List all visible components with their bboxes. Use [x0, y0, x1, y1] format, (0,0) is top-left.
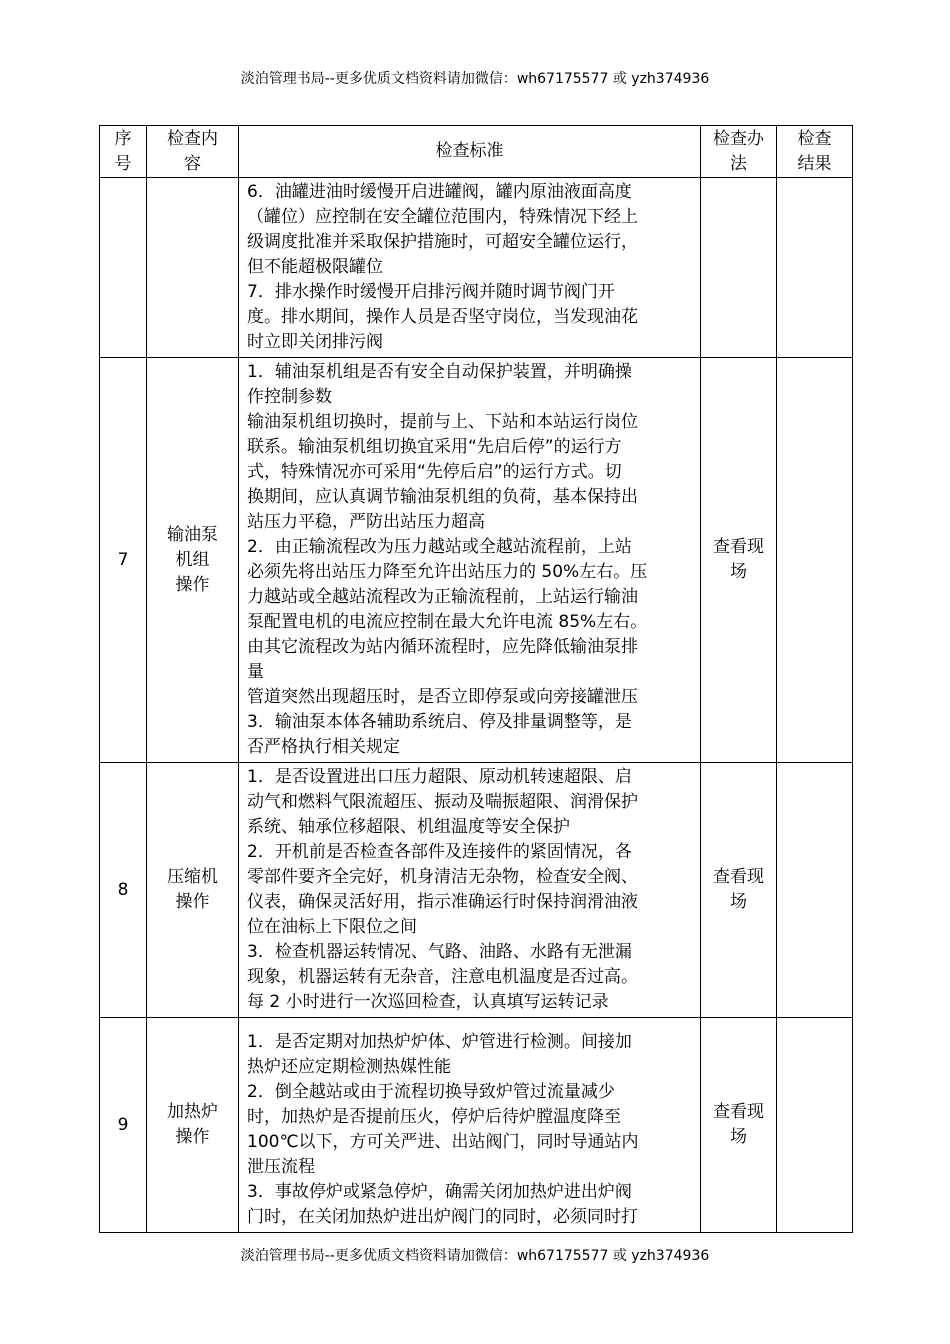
cell-standard: 1．是否设置进出口压力超限、原动机转速超限、启 动气和燃料气限流超压、振动及喘振超限、润滑保护 系统、轴承位移超限、机组温度等安全保护 2．开机前是否检查各部件及连接件的紧固情况，各 零部件要齐全完好，机身清洁无杂物，检查安全阀、 仪表，确保灵活好用，指示准确运行时保持润滑油液 位在油标上下限位之间 3．检查机器运转情况、气路、油路、水路有无泄漏 现象，机器运转有无杂音，注意电机温度是否过高。 每 2 小时进行一次巡回检查，认真填写运转记录 — [239, 763, 701, 1018]
header-content: 检查内 容 — [147, 126, 239, 178]
header-no: 序 号 — [100, 126, 147, 178]
cell-no — [100, 178, 147, 358]
cell-content: 压缩机 操作 — [147, 763, 239, 1018]
cell-no: 9 — [100, 1018, 147, 1233]
table-row — [100, 358, 853, 763]
table-header-row — [100, 126, 853, 178]
cell-method — [701, 178, 777, 358]
header-result: 检查 结果 — [777, 126, 853, 178]
cell-method: 查看现 场 — [701, 358, 777, 763]
cell-standard: 1．是否定期对加热炉炉体、炉管进行检测。间接加 热炉还应定期检测热媒性能 2．倒全越站或由于流程切换导致炉管过流量减少 时，加热炉是否提前压火，停炉后待炉膛温度降至 100℃以下，方可关严进、出站阀门，同时导通站内 泄压流程 3．事故停炉或紧急停炉，确需关闭加热炉进出炉阀 门时，在关闭加热炉进出炉阀门的同时，必须同时打 — [239, 1018, 701, 1233]
inspection-table — [99, 125, 853, 1233]
cell-method: 查看现 场 — [701, 763, 777, 1018]
header-method: 检查办 法 — [701, 126, 777, 178]
cell-standard: 1．辅油泵机组是否有安全自动保护装置，并明确操 作控制参数 输油泵机组切换时，提前与上、下站和本站运行岗位 联系。输油泵机组切换宜采用“先启后停”的运行方 式，特殊情况亦可采用“先停后启”的运行方式。切 换期间，应认真调节输油泵机组的负荷，基本保持出 站压力平稳，严防出站压力超高 2．由正输流程改为压力越站或全越站流程前，上站 必须先将出站压力降至允许出站压力的 50%左右。压 力越站或全越站流程改为正输流程前，上站运行输油 泵配置电机的电流应控制在最大允许电流 85%左右。 由其它流程改为站内循环流程时，应先降低输油泵排 量 管道突然出现超压时，是否立即停泵或向旁接罐泄压 3．输油泵本体各辅助系统启、停及排量调整等，是 否严格执行相关规定 — [239, 358, 701, 763]
cell-result — [777, 358, 853, 763]
cell-no: 7 — [100, 358, 147, 763]
cell-result — [777, 178, 853, 358]
page-footer: 淡泊管理书局--更多优质文档资料请加微信：wh67175577 或 yzh374936 — [240, 1248, 710, 1264]
cell-content — [147, 178, 239, 358]
cell-result — [777, 763, 853, 1018]
cell-content: 加热炉 操作 — [147, 1018, 239, 1233]
cell-standard: 6．油罐进油时缓慢开启进罐阀，罐内原油液面高度 （罐位）应控制在安全罐位范围内，特殊情况下经上 级调度批准并采取保护措施时，可超安全罐位运行， 但不能超极限罐位 7．排水操作时缓慢开启排污阀并随时调节阀门开 度。排水期间，操作人员是否坚守岗位，当发现油花 时立即关闭排污阀 — [239, 178, 701, 358]
table-row — [100, 763, 853, 1018]
table-row — [100, 178, 853, 358]
cell-method: 查看现 场 — [701, 1018, 777, 1233]
cell-content: 输油泵 机组 操作 — [147, 358, 239, 763]
table-row — [100, 1018, 853, 1233]
cell-result — [777, 1018, 853, 1233]
page-header: 淡泊管理书局--更多优质文档资料请加微信：wh67175577 或 yzh374936 — [240, 71, 710, 87]
cell-no: 8 — [100, 763, 147, 1018]
header-standard: 检查标准 — [239, 126, 701, 178]
